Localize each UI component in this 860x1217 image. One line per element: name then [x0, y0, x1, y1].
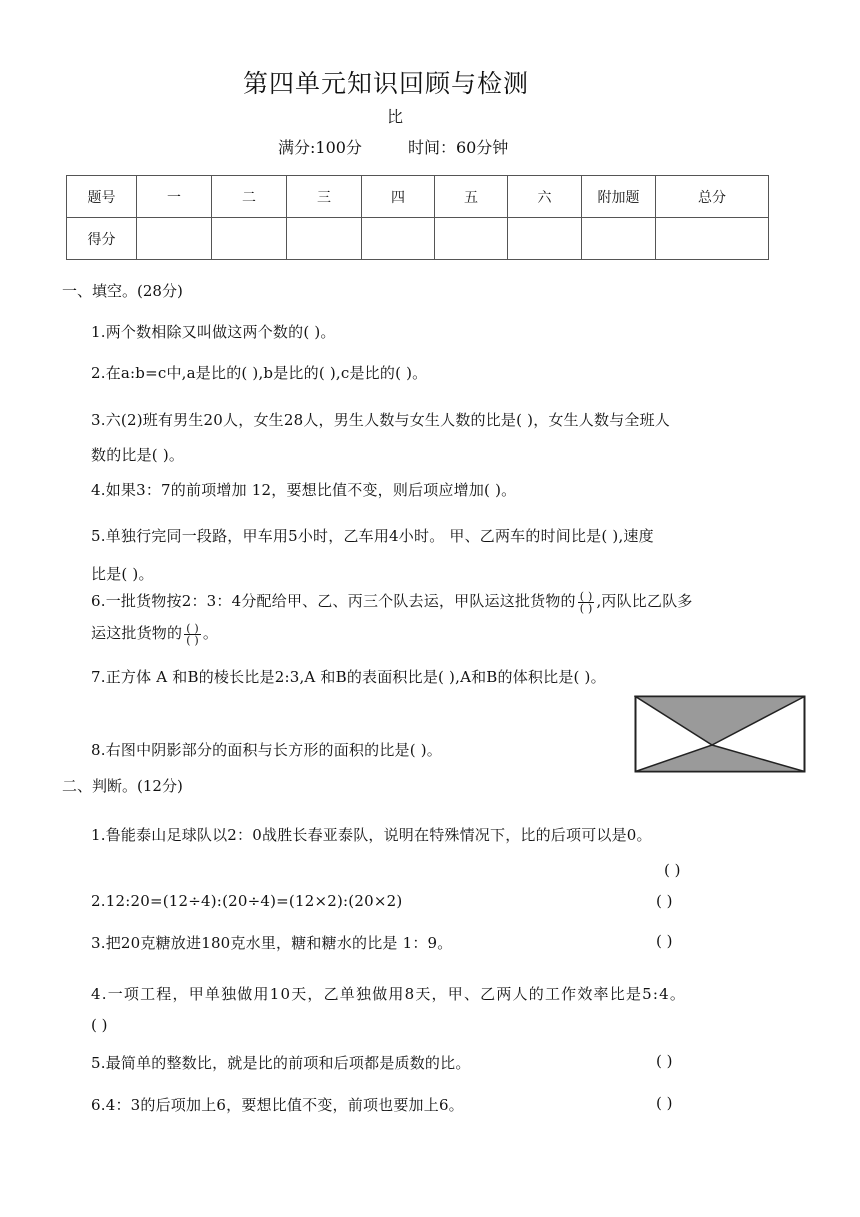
question-6-text-a: 6.一批货物按2：3：4分配给甲、乙、丙三个队去运，甲队运这批货物的 — [91, 592, 576, 610]
exam-meta — [278, 135, 508, 158]
fill-question-2: 2.在a:b=c中,a是比的( ),b是比的( ),c是比的( )。 — [91, 364, 428, 382]
fraction-blank[interactable] — [184, 623, 201, 646]
judge-question-3: 3.把20克糖放进180克水里，糖和糖水的比是 1：9。 — [91, 934, 453, 952]
unit-subtitle: 比 — [386, 107, 403, 126]
judge-question-6: 6.4：3的后项加上6，要想比值不变，前项也要加上6。 — [91, 1096, 464, 1114]
header-cell: 六 — [508, 176, 582, 218]
score-table-header-row — [67, 176, 769, 218]
question-6-text-b: ,丙队比乙队多 — [596, 592, 693, 610]
score-cell[interactable] — [582, 218, 656, 260]
fraction-denominator: ( ) — [579, 601, 593, 615]
fill-question-6-line-1 — [91, 590, 693, 614]
answer-paren-3[interactable]: ( ) — [656, 932, 673, 950]
fill-question-7: 7.正方体 A 和B的棱长比是2:3,A 和B的表面积比是( ),A和B的体积比是( )。 — [91, 668, 606, 686]
score-row-label: 得分 — [67, 218, 137, 260]
page-title: 第四单元知识回顾与检测 — [242, 69, 529, 98]
fill-question-3-line-1: 3.六(2)班有男生20人，女生28人，男生人数与女生人数的比是( )，女生人数与全班人 — [91, 411, 671, 429]
fill-question-6-line-2 — [91, 622, 218, 646]
score-table — [66, 175, 769, 260]
question-6-text-c: 运这批货物的 — [91, 624, 183, 642]
answer-paren-4[interactable]: ( ) — [91, 1016, 108, 1034]
question-6-text-d: 。 — [202, 624, 219, 642]
fill-question-5-line-2: 比是( )。 — [91, 565, 154, 583]
header-cell: 题号 — [67, 176, 137, 218]
header-cell: 四 — [362, 176, 435, 218]
header-cell: 一 — [137, 176, 212, 218]
fill-question-1: 1.两个数相除又叫做这两个数的( )。 — [91, 323, 336, 341]
fraction-denominator: ( ) — [186, 633, 199, 647]
judge-question-2: 2.12:20=(12÷4):(20÷4)=(12×2):(20×2) — [91, 892, 403, 910]
judge-question-5: 5.最简单的整数比，就是比的前项和后项都是质数的比。 — [91, 1054, 471, 1072]
fill-question-5-line-1: 5.单独行完同一段路，甲车用5小时，乙车用4小时。 甲、乙两车的时间比是( ),速度 — [91, 527, 654, 545]
score-cell[interactable] — [212, 218, 287, 260]
full-marks: 满分:100分 — [278, 138, 362, 157]
fill-question-8: 8.右图中阴影部分的面积与长方形的面积的比是( )。 — [91, 741, 442, 759]
score-cell[interactable] — [287, 218, 362, 260]
fraction-blank[interactable] — [578, 591, 595, 614]
section-1-heading: 一、填空。(28分) — [62, 282, 183, 300]
judge-question-1: 1.鲁能泰山足球队以2：0战胜长春亚泰队，说明在特殊情况下，比的后项可以是0。 — [91, 826, 652, 844]
answer-paren-1[interactable]: ( ) — [664, 861, 681, 879]
section-2-heading: 二、判断。(12分) — [62, 777, 183, 795]
answer-paren-6[interactable]: ( ) — [656, 1094, 673, 1112]
judge-question-4: 4.一项工程，甲单独做用10天，乙单独做用8天，甲、乙两人的工作效率比是5:4。 — [91, 985, 687, 1003]
header-cell: 二 — [212, 176, 287, 218]
shaded-rectangle-figure — [634, 695, 806, 773]
header-cell: 总分 — [656, 176, 769, 218]
answer-paren-2[interactable]: ( ) — [656, 892, 673, 910]
header-cell: 五 — [435, 176, 508, 218]
fraction-numerator: ( ) — [186, 621, 199, 635]
score-cell[interactable] — [656, 218, 769, 260]
score-cell[interactable] — [137, 218, 212, 260]
fraction-numerator: ( ) — [579, 589, 593, 603]
score-cell[interactable] — [508, 218, 582, 260]
score-table-score-row — [67, 218, 769, 260]
score-cell[interactable] — [362, 218, 435, 260]
header-cell: 三 — [287, 176, 362, 218]
fill-question-3-line-2: 数的比是( )。 — [91, 446, 185, 464]
answer-paren-5[interactable]: ( ) — [656, 1052, 673, 1070]
score-cell[interactable] — [435, 218, 508, 260]
header-cell: 附加题 — [582, 176, 656, 218]
fill-question-4: 4.如果3：7的前项增加 12，要想比值不变，则后项应增加( )。 — [91, 481, 517, 499]
exam-time: 时间：60分钟 — [407, 138, 509, 157]
